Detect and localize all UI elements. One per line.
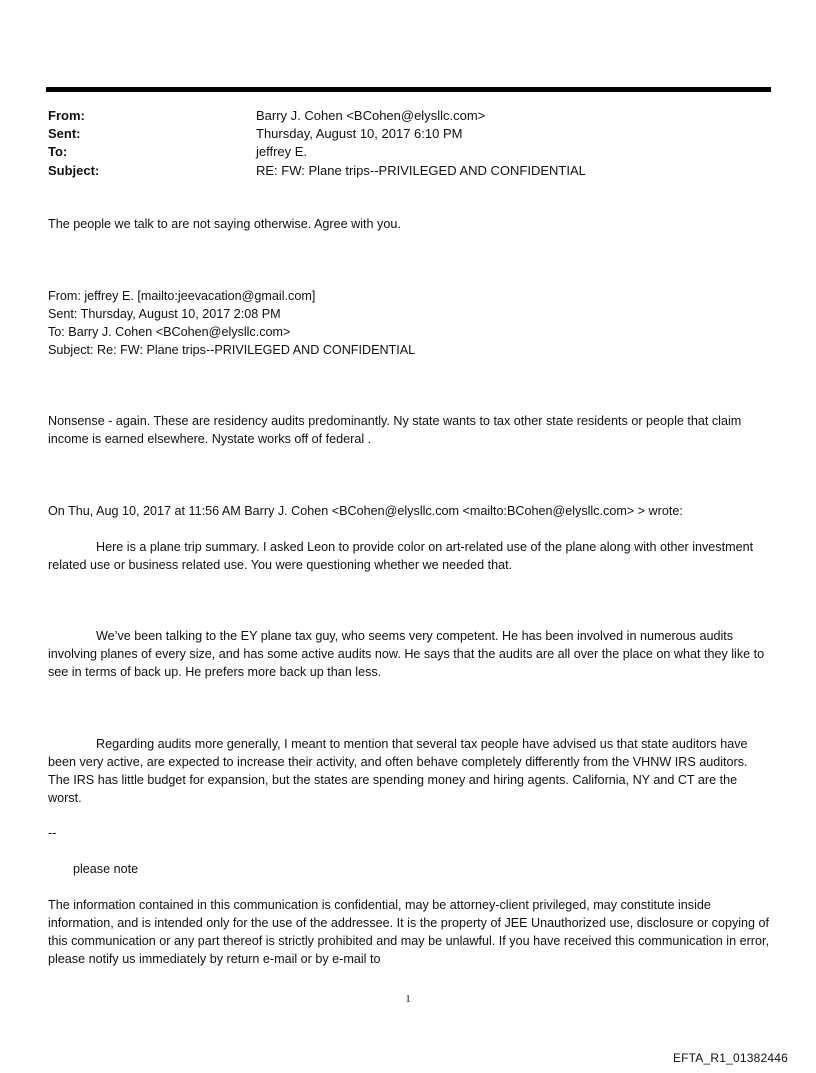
quoted-from: From: jeffrey E. [mailto:jeevacation@gmail.com]: [48, 289, 316, 303]
quoted-to: To: Barry J. Cohen <BCohen@elysllc.com>: [48, 325, 291, 339]
subject-value: RE: FW: Plane trips--PRIVILEGED AND CONFIDENTIAL: [256, 163, 586, 178]
please-note: please note: [73, 862, 139, 876]
quoted-subject: Subject: Re: FW: Plane trips--PRIVILEGED AND CONFIDENTIAL: [48, 343, 416, 357]
to-label: To:: [48, 144, 68, 159]
to-value: jeffrey E.: [256, 144, 308, 159]
header-rule: [46, 87, 771, 92]
signature-separator: --: [48, 826, 57, 840]
from-label: From:: [48, 108, 85, 123]
quoted-body: Nonsense - again. These are residency audits predominantly. Ny state wants to tax other state residents or people that claim income is earned elsewhere. Nystate works off of federal .: [48, 414, 742, 446]
quoted-sent: Sent: Thursday, August 10, 2017 2:08 PM: [48, 307, 281, 321]
on-wrote-line: On Thu, Aug 10, 2017 at 11:56 AM Barry J. Cohen <BCohen@elysllc.com <mailto:BCohen@elysllc.com> > wrote:: [48, 504, 683, 518]
subject-label: Subject:: [48, 163, 100, 178]
page-number: 1: [405, 993, 411, 1005]
from-value: Barry J. Cohen <BCohen@elysllc.com>: [256, 108, 486, 123]
sent-label: Sent:: [48, 126, 81, 141]
paragraph-plane-summary: Here is a plane trip summary. I asked Leon to provide color on art-related use of the plane along with other investment related use or business related use. You were questioning whether we needed that.: [48, 540, 754, 572]
paragraph-ey-tax: We’ve been talking to the EY plane tax guy, who seems very competent. He has been involved in numerous audits involving planes of every size, and has some active audits now. He says that the audits are all over the place on what they like to see in terms of back up. He prefers more back up than less.: [48, 629, 765, 679]
reply-body: The people we talk to are not saying otherwise. Agree with you.: [48, 217, 401, 231]
bates-stamp: EFTA_R1_01382446: [672, 1051, 788, 1065]
paragraph-state-audits: Regarding audits more generally, I meant to mention that several tax people have advised us that state auditors have been very active, are expected to increase their activity, and often behave completely differently from the VHNW IRS auditors. The IRS has little budget for expansion, but the states are spending money and hiring agents. California, NY and CT are the worst.: [48, 737, 748, 805]
sent-value: Thursday, August 10, 2017 6:10 PM: [256, 126, 463, 141]
disclaimer: The information contained in this communication is confidential, may be attorney-client privileged, may constitute inside information, and is intended only for the use of the addressee. It is the property of JEE Unauthorized use, disclosure or copying of this communication or any part thereof is strictly prohibited and may be unlawful. If you have received this communication in error, please notify us immediately by return e-mail or by e-mail to: [48, 898, 770, 966]
